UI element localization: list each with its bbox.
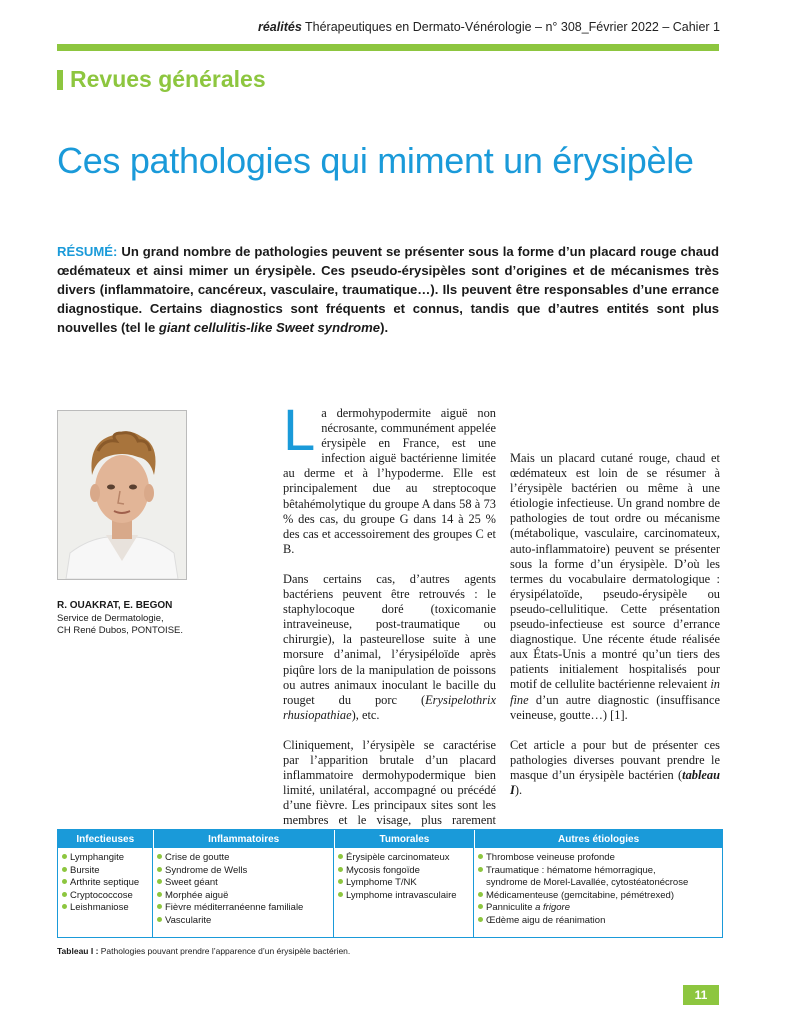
drop-cap: L bbox=[283, 398, 316, 463]
table-header-infectieuses: Infectieuses bbox=[58, 830, 154, 848]
list-item-continued: syndrome de Morel-Lavallée, cytostéatonécrose bbox=[486, 877, 689, 889]
abstract-italic: giant cellulitis-like Sweet syndrome bbox=[158, 320, 381, 335]
bullet-icon bbox=[478, 917, 483, 922]
paragraph-4-italic: in fine bbox=[510, 677, 720, 707]
list-item: Lymphangite bbox=[62, 852, 152, 865]
body-column-1 bbox=[283, 398, 496, 859]
list-item: Vascularite bbox=[157, 915, 333, 928]
author-block bbox=[57, 600, 257, 638]
bullet-icon bbox=[62, 879, 67, 884]
abstract bbox=[57, 242, 719, 337]
journal-name: réalités bbox=[257, 20, 302, 34]
author-affiliation-1: Service de Dermatologie, bbox=[57, 612, 164, 624]
list-item: Lymphome T/NK bbox=[338, 877, 473, 890]
author-photo bbox=[57, 410, 187, 580]
abstract-end: ). bbox=[380, 320, 389, 335]
page-number: 11 bbox=[683, 985, 719, 1005]
running-header bbox=[258, 20, 720, 34]
list-item: Œdème aigu de réanimation bbox=[478, 915, 722, 928]
table-cell-tumorales bbox=[334, 848, 474, 937]
article-title: Ces pathologies qui miment un érysipèle bbox=[57, 140, 694, 181]
author-affiliation-2: CH René Dubos, PONTOISE. bbox=[57, 625, 184, 636]
list-item: Lymphome intravasculaire bbox=[338, 890, 473, 903]
paragraph-4-text: Mais un placard cutané rouge, chaud et œdémateux est loin de se résumer à l’érysipèle bactérien ou même à une étiologie infectieuse. Un grand nombre de pathologies de tout ordre ou mécanisme (métabolique, vasculaire, carcinomateux, auto-inflammatoire) peuvent se présenter sous la forme d’un érysipèle. D’où les termes du vocabulaire dermatologique : érysipélatoïde, pseudo-érysipèle ou pseudo-cellulitique. Cette présentation pseudo-infectieuse est source d’errance diagnostique. Une récente étude réalisée aux États-Unis a montré qu’un tiers des patients initialement hospitalisés pour motif de cellulite bactérienne relevaient bbox=[510, 451, 720, 692]
paragraph-1 bbox=[283, 398, 496, 557]
bullet-icon bbox=[478, 854, 483, 859]
bullet-icon bbox=[157, 854, 162, 859]
list-item: Thrombose veineuse profonde bbox=[478, 852, 722, 865]
list-item: Cryptococcose bbox=[62, 890, 152, 903]
paragraph-3: Cliniquement, l’érysipèle se caractérise par l’apparition brutale d’un placard inflammatoire dermohypodermique bien limité, unilatéral, accompagné ou précédé d’une fièvre. Les principaux sites sont les membres et le visage, plus rarement bbox=[283, 737, 496, 828]
bullet-icon bbox=[338, 892, 343, 897]
list-item: Arthrite septique bbox=[62, 877, 152, 890]
paragraph-2-italic: Erysipelothrix rhusiopathiae bbox=[283, 692, 496, 722]
table-header-autres: Autres étiologies bbox=[475, 830, 722, 848]
table-cell-autres bbox=[474, 848, 722, 937]
journal-issue: Thérapeutiques en Dermato-Vénérologie – n° 308_Février 2022 – Cahier 1 bbox=[305, 20, 720, 34]
table-cell-inflammatoires bbox=[153, 848, 334, 937]
top-rule bbox=[57, 44, 719, 51]
bullet-icon bbox=[157, 917, 162, 922]
list-item: Crise de goutte bbox=[157, 852, 333, 865]
caption-label: Tableau I : bbox=[57, 946, 99, 956]
list-item: Traumatique : hématome hémorragique, bbox=[478, 865, 722, 878]
bullet-icon bbox=[338, 879, 343, 884]
body-column-2 bbox=[510, 451, 720, 813]
paragraph-4-end: d’un autre diagnostic (insuffisance veineuse, goutte…) [1]. bbox=[510, 692, 720, 722]
list-item: Leishmaniose bbox=[62, 902, 152, 915]
list-item: Mycosis fongoïde bbox=[338, 865, 473, 878]
author-names: R. OUAKRAT, E. BEGON bbox=[57, 600, 173, 611]
paragraph-2-end: ), etc. bbox=[351, 707, 380, 722]
section-label: Revues générales bbox=[70, 66, 266, 92]
list-item: Fièvre méditerranéenne familiale bbox=[157, 902, 333, 915]
bullet-icon bbox=[157, 904, 162, 909]
table-body-row bbox=[58, 848, 722, 937]
table-cell-infectieuses bbox=[58, 848, 153, 937]
table-header-tumorales: Tumorales bbox=[335, 830, 475, 848]
list-item: Sweet géant bbox=[157, 877, 333, 890]
etiology-table bbox=[57, 829, 723, 938]
abstract-lead: RÉSUMÉ: bbox=[57, 244, 118, 259]
list-item: Médicamenteuse (gemcitabine, pémétrexed) bbox=[478, 890, 722, 903]
abstract-text: Un grand nombre de pathologies peuvent se présenter sous la forme d’un placard rouge chaud œdémateux et ainsi mimer un érysipèle. Ces pseudo-érysipèles sont d’origines et de mécanismes très divers (inflammatoire, cancéreux, vasculaire, traumatique…). Ils peuvent être responsables d’une errance diagnostique. Certains diagnostics sont fréquents et connus, tandis que d’autres entités sont plus nouvelles (tel le bbox=[57, 244, 720, 335]
paragraph-1-text: a dermohypodermite aiguë non nécrosante, communément appelée érysipèle en France, est une infection aiguë bactérienne limitée au derme et à l’hypoderme. Elle est principalement due au streptocoque bêtahémolytique du groupe A dans 58 à 73 % des cas, du groupe G dans 14 à 25 % des cas et accessoirement des groupes C et B. bbox=[283, 406, 496, 556]
bullet-icon bbox=[478, 904, 483, 909]
paragraph-5-italic: tableau I bbox=[510, 767, 720, 797]
bullet-icon bbox=[157, 879, 162, 884]
bullet-icon bbox=[157, 892, 162, 897]
section-marker bbox=[57, 70, 63, 90]
list-item: Syndrome de Wells bbox=[157, 865, 333, 878]
table-caption bbox=[57, 946, 350, 956]
bullet-icon bbox=[478, 867, 483, 872]
bullet-icon bbox=[62, 854, 67, 859]
paragraph-2 bbox=[283, 572, 496, 723]
paragraph-4 bbox=[510, 451, 720, 723]
bullet-icon bbox=[478, 892, 483, 897]
list-item: Panniculite a frigore bbox=[478, 902, 722, 915]
section-heading bbox=[57, 66, 266, 93]
bullet-icon bbox=[338, 854, 343, 859]
table-header-inflammatoires: Inflammatoires bbox=[154, 830, 335, 848]
bullet-icon bbox=[62, 904, 67, 909]
bullet-icon bbox=[338, 867, 343, 872]
list-item: Morphée aiguë bbox=[157, 890, 333, 903]
paragraph-5-end: ). bbox=[514, 782, 523, 797]
bullet-icon bbox=[157, 867, 162, 872]
paragraph-5-text: Cet article a pour but de présenter ces pathologies diverses pouvant prendre le masque d’un érysipèle bactérien ( bbox=[510, 737, 720, 782]
caption-text: Pathologies pouvant prendre l’apparence d’un érysipèle bactérien. bbox=[98, 946, 351, 956]
bullet-icon bbox=[62, 892, 67, 897]
table-header-row bbox=[58, 830, 722, 848]
paragraph-2-text: Dans certains cas, d’autres agents bactériens peuvent être retrouvés : le staphylocoque doré (toxicomanie intraveineuse, post-traumatique ou chirurgie), la pasteurellose suite à une morsure d’animal, l’érysipéloïde après piqûre lors de la manipulation de poissons ou autres animaux inoculant le bacille du rouget du porc ( bbox=[283, 571, 496, 707]
list-item: Bursite bbox=[62, 865, 152, 878]
list-item: Érysipèle carcinomateux bbox=[338, 852, 473, 865]
bullet-icon bbox=[62, 867, 67, 872]
paragraph-5 bbox=[510, 738, 720, 798]
